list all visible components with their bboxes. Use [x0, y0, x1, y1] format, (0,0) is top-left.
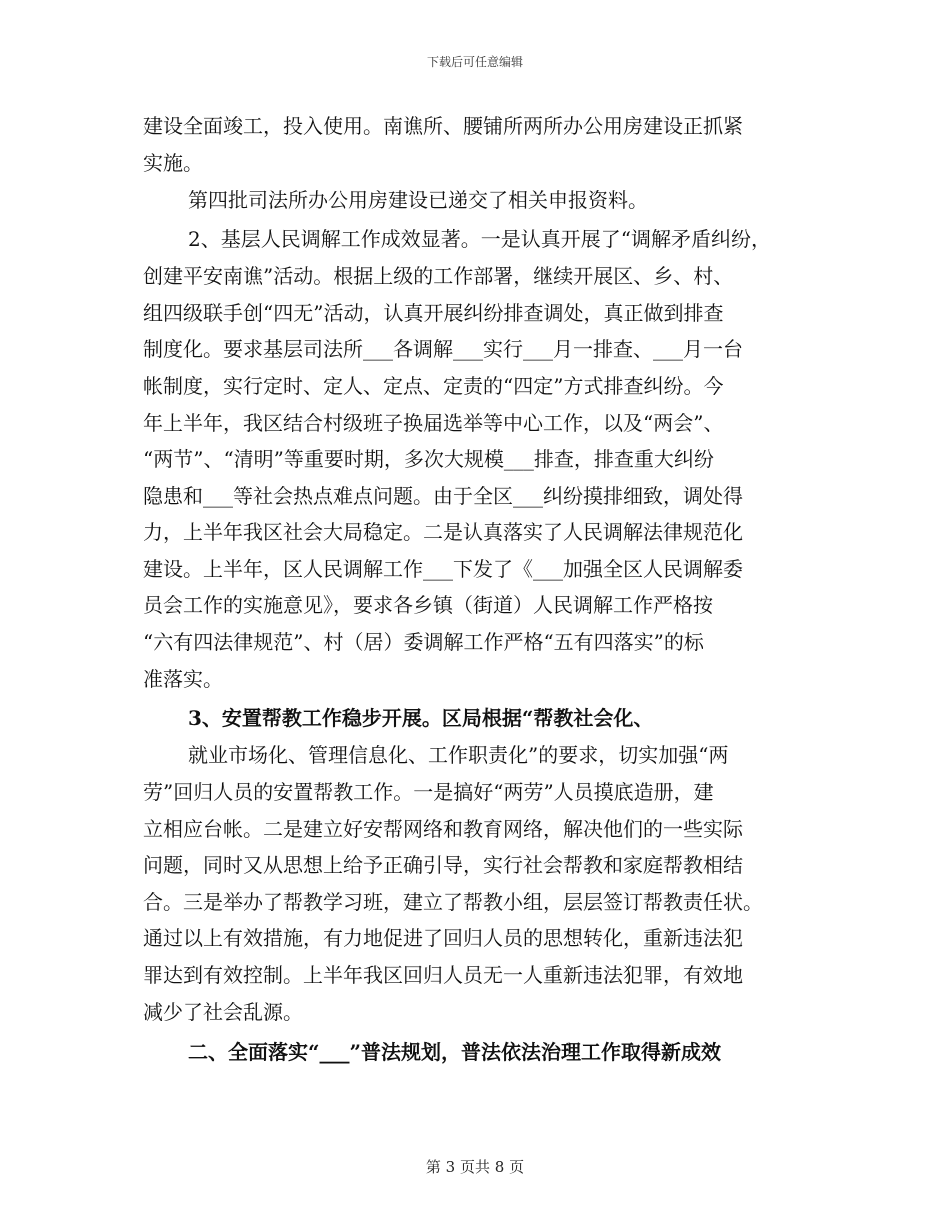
- body-line: 组四级联手创“四无”活动，认真开展纠纷排查调处，真正做到排查: [143, 301, 724, 325]
- body-line: “两节”、“清明”等重要时期，多次大规模___排查，排查重大纠纷: [143, 447, 714, 471]
- body-line: 减少了社会乱源。: [143, 1000, 303, 1024]
- body-line: 制度化。要求基层司法所___各调解___实行___月一排查、___月一台: [143, 337, 743, 361]
- body-line: 建设全面竣工，投入使用。南谯所、腰铺所两所办公用房建设正抓紧: [143, 114, 743, 138]
- section-heading-2: 二、全面落实“___”普法规划，普法依法治理工作取得新成效: [188, 1040, 722, 1064]
- body-line: “六有四法律规范”、村（居）委调解工作严格“五有四落实”的标: [143, 630, 704, 654]
- body-line: 帐制度，实行定时、定人、定点、定责的“四定”方式排查纠纷。今: [143, 374, 724, 398]
- body-line: 第四批司法所办公用房建设已递交了相关申报资料。: [188, 188, 648, 212]
- body-line: 立相应台帐。二是建立好安帮网络和教育网络，解决他们的一些实际: [143, 817, 743, 841]
- body-line: 问题，同时又从思想上给予正确引导，实行社会帮教和家庭帮教相结: [143, 853, 743, 877]
- body-line: 创建平安南谯”活动。根据上级的工作部署，继续开展区、乡、村、: [143, 264, 734, 288]
- page-footer: 第 3 页共 8 页: [425, 1158, 525, 1176]
- body-line: 年上半年，我区结合村级班子换届选举等中心工作，以及“两会”、: [143, 411, 724, 435]
- body-line: 员会工作的实施意见》，要求各乡镇（街道）人民调解工作严格按: [143, 593, 713, 617]
- body-line: 就业市场化、管理信息化、工作职责化”的要求，切实加强“两: [188, 743, 729, 767]
- body-line: 通过以上有效措施，有力地促进了回归人员的思想转化，重新违法犯: [143, 926, 743, 950]
- body-line: 力，上半年我区社会大局稳定。二是认真落实了人民调解法律规范化: [143, 520, 743, 544]
- body-line: 准落实。: [143, 667, 223, 691]
- page-header: 下载后可任意编辑: [426, 55, 523, 69]
- body-line: 合。三是举办了帮教学习班，建立了帮教小组，层层签订帮教责任状。: [143, 890, 763, 914]
- body-line: 劳”回归人员的安置帮教工作。一是搞好“两劳”人员摸底造册，建: [143, 780, 714, 804]
- body-line: 罪达到有效控制。上半年我区回归人员无一人重新违法犯罪，有效地: [143, 963, 743, 987]
- body-line: 2、基层人民调解工作成效显著。一是认真开展了“调解矛盾纠纷，: [188, 227, 771, 251]
- section-heading-3: 3、安置帮教工作稳步开展。区局根据“帮教社会化、: [188, 706, 654, 730]
- body-line: 建设。上半年，区人民调解工作___下发了《___加强全区人民调解委: [143, 557, 743, 581]
- body-line: 实施。: [143, 151, 203, 175]
- body-line: 隐患和___等社会热点难点问题。由于全区___纠纷摸排细致，调处得: [143, 484, 743, 508]
